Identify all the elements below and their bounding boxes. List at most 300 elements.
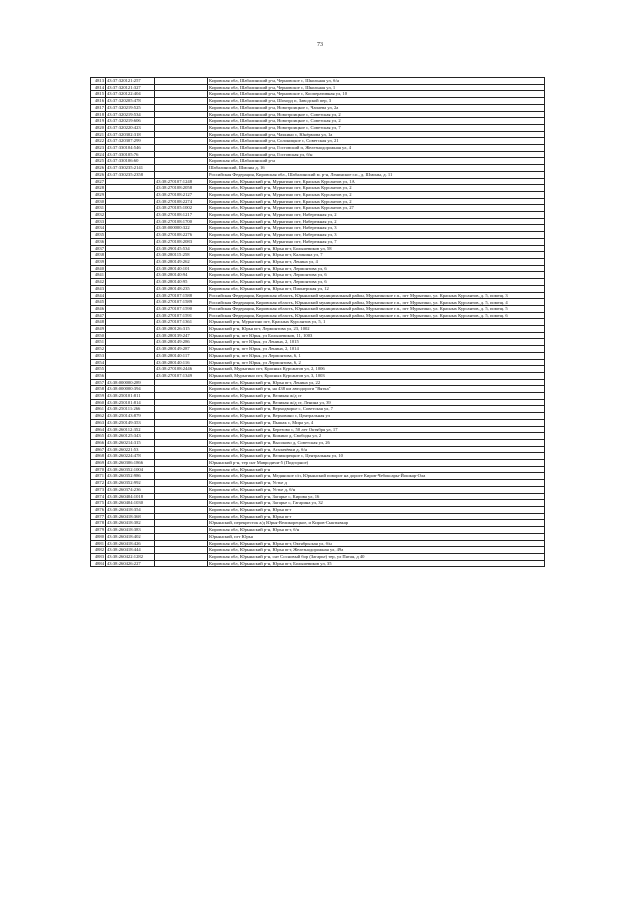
address: Юрьянский р-н, пгт Юрья, ул Ленина, 2, 1015 — [208, 339, 545, 346]
cadastral-number-building: 43:38:260418:354 — [106, 507, 155, 514]
cadastral-number-building: 43:38:260418:444 — [106, 547, 155, 554]
row-number: 4814 — [91, 84, 106, 91]
table-row — [91, 185, 545, 192]
row-number: 4842 — [91, 279, 106, 286]
cadastral-number-premises: 43:38:280140:117 — [155, 352, 208, 359]
cadastral-number-building: 43:37:320121:257 — [106, 78, 155, 85]
row-number: 4840 — [91, 265, 106, 272]
cadastral-number-premises — [155, 540, 208, 547]
cadastral-number-building: 43:37:320302:318 — [106, 131, 155, 138]
cadastral-number-premises — [155, 560, 208, 567]
cadastral-number-premises: 43:38:270108:2274 — [155, 198, 208, 205]
address: Кировская обл, Юрьянский р-н, Юрья пгт, Ленина ул, 4 — [208, 258, 545, 265]
table-row — [91, 279, 545, 286]
address: Кировская обл, Юрьянский р-н, Высоково д, Советская ул, 26 — [208, 439, 545, 446]
row-number: 4838 — [91, 252, 106, 259]
table-row — [91, 379, 545, 386]
table-row — [91, 145, 545, 152]
cadastral-number-premises: 43:38:280140:94 — [155, 272, 208, 279]
cadastral-number-premises: 43:38:270107:1248 — [155, 178, 208, 185]
cadastral-number-building — [106, 265, 155, 272]
row-number: 4825 — [91, 158, 106, 165]
address: Кировская обл, Юрьянский р-н, Юрья пгт, Октябрьская ул, б/н — [208, 540, 545, 547]
address: Кировская обл, Юрьянский р-н, Великая ж/д ст — [208, 393, 545, 400]
row-number: 4822 — [91, 138, 106, 145]
cadastral-number-building — [106, 191, 155, 198]
cadastral-number-premises — [155, 131, 208, 138]
row-number: 4881 — [91, 540, 106, 547]
address: Кировская обл, Юрьянский р-н, Юрья пгт, Калинина ул, 7 — [208, 252, 545, 259]
table-row — [91, 393, 545, 400]
cadastral-number-premises: 43:38:280149:286 — [155, 339, 208, 346]
row-number: 4824 — [91, 151, 106, 158]
row-number: 4826 — [91, 171, 106, 178]
address: Кировская обл, Юрьянский р-н, Мурыгино пгт, Набережная ул, 2 — [208, 218, 545, 225]
row-number: 4868 — [91, 453, 106, 460]
table-row — [91, 453, 545, 460]
cadastral-number-premises — [155, 433, 208, 440]
cadastral-number-premises: 43:38:270108:2446 — [155, 366, 208, 373]
address: Кировская обл, Шабалинский р-н, Черновское с, Кооперативная ул, 10 — [208, 91, 545, 98]
cadastral-number-building: 43:38:260352:986 — [106, 473, 155, 480]
table-row — [91, 406, 545, 413]
cadastral-register-table — [90, 77, 545, 567]
cadastral-number-building: 43:37:320219:525 — [106, 104, 155, 111]
cadastral-number-building: 43:38:260404:1018 — [106, 493, 155, 500]
cadastral-number-building: 43:37:330235:2141 — [106, 165, 155, 172]
table-row — [91, 292, 545, 299]
cadastral-number-premises: 43:38:280126:315 — [155, 326, 208, 333]
table-row — [91, 500, 545, 507]
cadastral-number-building: 43:37:320121:327 — [106, 84, 155, 91]
address: Кировская обл, Юрьянский р-н, Юрья пгт, Лермонтова ул, 6 — [208, 279, 545, 286]
table-row — [91, 218, 545, 225]
cadastral-number-building: 43:38:260352:992 — [106, 480, 155, 487]
table-row — [91, 232, 545, 239]
cadastral-number-building: 43:37:330105:76 — [106, 151, 155, 158]
address: Юрьянский р-н, пгт Юрья, ул Большевиков, 11, 1003 — [208, 332, 545, 339]
cadastral-number-premises: 43:38:280149:287 — [155, 346, 208, 353]
row-number: 4874 — [91, 493, 106, 500]
address: Юрьянский р-н, пгт Юрья, ул Ленина, 2, 1014 — [208, 346, 545, 353]
table-row — [91, 198, 545, 205]
row-number: 4853 — [91, 352, 106, 359]
cadastral-number-building — [106, 305, 155, 312]
row-number: 4857 — [91, 379, 106, 386]
address: Кировская обл, Юрьянский р-н, Загарье с, Гагарина ул, 32 — [208, 500, 545, 507]
row-number: 4852 — [91, 346, 106, 353]
cadastral-number-building — [106, 292, 155, 299]
table-row — [91, 319, 545, 326]
cadastral-number-building: 43:38:260125:343 — [106, 433, 155, 440]
cadastral-number-building: 43:38:260418:368 — [106, 513, 155, 520]
register-rows — [91, 78, 545, 567]
row-number: 4815 — [91, 91, 106, 98]
address: Кировская обл, Шабалинский р-н, Черновское с, Школьная ул, б/н — [208, 78, 545, 85]
table-row — [91, 131, 545, 138]
address: Российская Федерация, Кировская область, Юрьянский муниципальный район, Мурыгинское г.п., пгт Мурыгино, ул. Красных Курсантов, д. 5, помещ. 3 — [208, 292, 545, 299]
cadastral-number-building: 43:38:260418:383 — [106, 527, 155, 534]
cadastral-number-building: 43:38:260221:53 — [106, 446, 155, 453]
table-row — [91, 245, 545, 252]
cadastral-number-premises: 43:38:280140:101 — [155, 265, 208, 272]
address: Кировская обл, Юрьянский р-н, Великорецкое с, Центральная ул, 10 — [208, 453, 545, 460]
cadastral-number-building — [106, 272, 155, 279]
address: Кировская обл, Юрьянский р-н, Кожино д, Свободы ул, 2 — [208, 433, 545, 440]
row-number: 4854 — [91, 359, 106, 366]
cadastral-number-building: 43:38:260422:1282 — [106, 553, 155, 560]
cadastral-number-premises — [155, 439, 208, 446]
cadastral-number-building: 43:38:250111:266 — [106, 406, 155, 413]
cadastral-number-building: 43:38:000000:394 — [106, 386, 155, 393]
row-number: 4867 — [91, 446, 106, 453]
table-row — [91, 513, 545, 520]
table-row — [91, 285, 545, 292]
row-number: 4859 — [91, 393, 106, 400]
row-number: 4828 — [91, 185, 106, 192]
row-number: 4862 — [91, 413, 106, 420]
table-row — [91, 225, 545, 232]
table-row — [91, 439, 545, 446]
table-row — [91, 91, 545, 98]
address: Кировская обл, Юрьянский р-н, Мурыгино пгт, Красных Курсантов ул, 2 — [208, 185, 545, 192]
cadastral-number-premises — [155, 84, 208, 91]
cadastral-number-premises — [155, 493, 208, 500]
row-number: 4826 — [91, 165, 106, 172]
cadastral-number-premises — [155, 406, 208, 413]
row-number: 4872 — [91, 480, 106, 487]
cadastral-number-building — [106, 198, 155, 205]
address: Кировская обл, Юрьянский р-н, Юрья пгт, Большевиков ул, 35 — [208, 560, 545, 567]
cadastral-number-premises: 43:38:270107:1589 — [155, 299, 208, 306]
row-number: 4834 — [91, 225, 106, 232]
table-row — [91, 339, 545, 346]
cadastral-number-building — [106, 245, 155, 252]
cadastral-number-building: 43:38:260306:1866 — [106, 460, 155, 467]
table-row — [91, 426, 545, 433]
cadastral-number-premises — [155, 419, 208, 426]
row-number: 4823 — [91, 145, 106, 152]
row-number: 4845 — [91, 299, 106, 306]
row-number: 4865 — [91, 433, 106, 440]
cadastral-number-premises — [155, 91, 208, 98]
cadastral-number-building — [106, 252, 155, 259]
cadastral-number-building: 43:37:320307:299 — [106, 138, 155, 145]
row-number: 4876 — [91, 507, 106, 514]
cadastral-number-building — [106, 238, 155, 245]
cadastral-number-premises — [155, 124, 208, 131]
row-number: 4816 — [91, 98, 106, 105]
row-number: 4841 — [91, 272, 106, 279]
row-number: 4844 — [91, 292, 106, 299]
address: Кировская обл, Шабалинский р-н, Новотроицкое с, Советская ул, 7 — [208, 124, 545, 131]
cadastral-number-building: 43:38:260418:426 — [106, 540, 155, 547]
cadastral-number-premises: 43:38:280139:247 — [155, 332, 208, 339]
cadastral-number-building: 43:37:320219:534 — [106, 111, 155, 118]
cadastral-number-premises — [155, 158, 208, 165]
row-number: 4855 — [91, 366, 106, 373]
table-row — [91, 151, 545, 158]
table-row — [91, 560, 545, 567]
address: Российская Федерация, Кировская обл., Шабалинский м. р-н, Ленинское г.п., д. Шмоны, д. 11 — [208, 171, 545, 178]
cadastral-number-premises — [155, 145, 208, 152]
cadastral-number-premises: 43:38:280149:262 — [155, 258, 208, 265]
row-number: 4873 — [91, 486, 106, 493]
row-number: 4858 — [91, 386, 106, 393]
cadastral-number-premises: 43:38:270107:1361 — [155, 319, 208, 326]
table-row — [91, 520, 545, 527]
row-number: 4861 — [91, 406, 106, 413]
address: Кировская обл, Юрьянский р-н, Мурыгино пгт, Красных Курсантов ул, 1А — [208, 178, 545, 185]
cadastral-number-premises: 43:38:000000:322 — [155, 225, 208, 232]
address: Кировская обл, Юрьянский р-н, Верховино с, Центральная ул — [208, 413, 545, 420]
table-row — [91, 258, 545, 265]
cadastral-number-building: 43:37:330235:2358 — [106, 171, 155, 178]
cadastral-number-building: 43:37:320122:404 — [106, 91, 155, 98]
cadastral-number-premises: 43:38:270107:1588 — [155, 292, 208, 299]
table-row — [91, 205, 545, 212]
cadastral-number-premises — [155, 520, 208, 527]
cadastral-number-building: 43:38:260404:1030 — [106, 500, 155, 507]
row-number: 4843 — [91, 285, 106, 292]
cadastral-number-building: 43:38:260352:1004 — [106, 466, 155, 473]
cadastral-number-premises — [155, 473, 208, 480]
cadastral-number-premises: 43:38:270108:2058 — [155, 185, 208, 192]
cadastral-number-premises: 43:38:270108:1700 — [155, 218, 208, 225]
cadastral-number-building: 43:38:260426:227 — [106, 560, 155, 567]
address: Кировская обл, Юрьянский р-н, Устье д — [208, 480, 545, 487]
row-number: 4856 — [91, 372, 106, 379]
table-row — [91, 346, 545, 353]
cadastral-number-building: 43:38:250149:353 — [106, 419, 155, 426]
cadastral-number-building: 43:38:250143:879 — [106, 413, 155, 420]
row-number: 4850 — [91, 332, 106, 339]
cadastral-number-premises: 43:38:270107:1591 — [155, 312, 208, 319]
row-number: 4849 — [91, 326, 106, 333]
table-row — [91, 493, 545, 500]
row-number: 4831 — [91, 205, 106, 212]
row-number: 4837 — [91, 245, 106, 252]
cadastral-number-building — [106, 279, 155, 286]
address: Кировская обл, Юрьянский р-н, Юрья пгт, Лермонтова ул, 6 — [208, 265, 545, 272]
address: Кировская обл, Юрьянский р-н, Мурыгино пгт, Набережная ул, 7 — [208, 238, 545, 245]
cadastral-number-premises — [155, 513, 208, 520]
cadastral-number-building: 43:37:330104:546 — [106, 145, 155, 152]
address: Шабалинский, Шмоны д, 16 — [208, 165, 545, 172]
row-number: 4836 — [91, 238, 106, 245]
table-row — [91, 78, 545, 85]
cadastral-number-premises — [155, 111, 208, 118]
address: Юрьянский р-н, тер снт Мавродичи-5 (Подгорное) — [208, 460, 545, 467]
cadastral-number-premises — [155, 466, 208, 473]
cadastral-number-premises: 43:38:270107:1590 — [155, 305, 208, 312]
cadastral-number-premises — [155, 171, 208, 178]
address: Юрьянский р-н, пгт Юрья, ул Лермонтова, 6, 2 — [208, 359, 545, 366]
cadastral-number-premises — [155, 500, 208, 507]
cadastral-number-building — [106, 178, 155, 185]
cadastral-number-building: 43:38:260418:382 — [106, 520, 155, 527]
table-row — [91, 480, 545, 487]
cadastral-number-premises — [155, 453, 208, 460]
cadastral-number-building — [106, 205, 155, 212]
address: Кировская обл, Юрьянский р-н, Юрья пгт, б/н — [208, 527, 545, 534]
cadastral-number-premises — [155, 399, 208, 406]
table-row — [91, 372, 545, 379]
row-number: 4871 — [91, 473, 106, 480]
table-row — [91, 359, 545, 366]
address: Юрьянский, пгт Юрья — [208, 533, 545, 540]
table-row — [91, 473, 545, 480]
table-row — [91, 305, 545, 312]
table-row — [91, 118, 545, 125]
cadastral-number-building — [106, 319, 155, 326]
row-number: 4846 — [91, 305, 106, 312]
table-row — [91, 386, 545, 393]
table-row — [91, 178, 545, 185]
cadastral-number-premises — [155, 460, 208, 467]
table-row — [91, 540, 545, 547]
row-number: 4821 — [91, 131, 106, 138]
cadastral-number-premises — [155, 533, 208, 540]
cadastral-number-building — [106, 185, 155, 192]
cadastral-number-building — [106, 218, 155, 225]
table-row — [91, 124, 545, 131]
table-row — [91, 299, 545, 306]
cadastral-number-premises — [155, 446, 208, 453]
table-row — [91, 265, 545, 272]
address: Кировская обл, Юрьянский р-н, Загарье с, Кирова ул, 16 — [208, 493, 545, 500]
cadastral-number-premises — [155, 104, 208, 111]
cadastral-number-building — [106, 225, 155, 232]
cadastral-number-building — [106, 332, 155, 339]
cadastral-number-premises: 43:38:270108:2083 — [155, 238, 208, 245]
address: Юрьянский р-н, Юрья пгт, Лермонтова ул, 23, 1002 — [208, 326, 545, 333]
address: Кировская обл, Шабалинский р-н, Гостовский п, Железнодорожная ул, 4 — [208, 145, 545, 152]
cadastral-number-premises: 43:38:270107:1349 — [155, 372, 208, 379]
address: Кировская обл, Юрьянский р-н, Юрья пгт — [208, 513, 545, 520]
address: Кировская обл, Шабалинский р-н, Черновское с, Школьная ул, 1 — [208, 84, 545, 91]
cadastral-number-building: 43:37:320220:423 — [106, 124, 155, 131]
address: Кировская обл, Юрьянский р-н, снт Сосновый бор (Загарье) тер, ул Пятая, д 40 — [208, 553, 545, 560]
row-number: 4830 — [91, 198, 106, 205]
cadastral-number-building — [106, 232, 155, 239]
address: Кировская обл, Юрьянский р-н, Агалачёвки д, б/н — [208, 446, 545, 453]
page-number: 73 — [317, 42, 323, 48]
row-number: 4879 — [91, 527, 106, 534]
row-number: 4864 — [91, 426, 106, 433]
cadastral-number-building: 43:37:320205:478 — [106, 98, 155, 105]
address: Кировская обл, Юрьянский р-н, Юрья пгт, Ленина ул, 22 — [208, 379, 545, 386]
table-row — [91, 413, 545, 420]
cadastral-number-building: 43:38:000000:289 — [106, 379, 155, 386]
cadastral-number-premises: 43:38:270108:2127 — [155, 191, 208, 198]
cadastral-number-building — [106, 326, 155, 333]
row-number: 4829 — [91, 191, 106, 198]
cadastral-number-building — [106, 359, 155, 366]
row-number: 4870 — [91, 466, 106, 473]
cadastral-number-premises: 43:38:270108:1217 — [155, 212, 208, 219]
table-row — [91, 84, 545, 91]
cadastral-number-premises — [155, 138, 208, 145]
cadastral-number-premises — [155, 151, 208, 158]
address: Кировская обл, Юрьянский р-н, Березово с, 50 лет Октября ул, 17 — [208, 426, 545, 433]
address: Юрьянский, Мурыгино пгт, Красных Курсантов ул, 3, 1003 — [208, 372, 545, 379]
table-row — [91, 433, 545, 440]
cadastral-number-premises — [155, 379, 208, 386]
address: Кировская обл, Шабалинский р-н, Гостовская ул, б/н — [208, 151, 545, 158]
cadastral-number-building — [106, 372, 155, 379]
address: Кировская обл, Шабалинский р-н, Новотроицкое с, Советская ул, 2 — [208, 118, 545, 125]
table-row — [91, 419, 545, 426]
table-row — [91, 212, 545, 219]
address: Кировская обл, Юрьянский р-н, Мурыгино пгт, Красных Курсантов ул, 2 — [208, 191, 545, 198]
row-number: 4878 — [91, 520, 106, 527]
cadastral-number-premises — [155, 553, 208, 560]
address: Юрьянский р-н, пгт Юрья, ул Лермонтова, 6, 1 — [208, 352, 545, 359]
address: Кировская обл, Юрьянский р-н, Мурыгино пгт, Красных Курсантов ул, 27 — [208, 205, 545, 212]
row-number: 4847 — [91, 312, 106, 319]
address: Кировская обл, Юрьянский р-н, Юрья пгт, Железнодорожная ул, 49а — [208, 547, 545, 554]
address: Кировская обл, Шабалинский р-н, Солоницкое с, Советская ул, 21 — [208, 138, 545, 145]
cadastral-number-building: 43:38:260374:236 — [106, 486, 155, 493]
row-number: 4869 — [91, 460, 106, 467]
cadastral-number-premises — [155, 98, 208, 105]
cadastral-number-premises — [155, 386, 208, 393]
row-number: 4866 — [91, 439, 106, 446]
address: Юрьянский, перекресток а/д Юрья-Великорецкое, и Киров-Сыктывкар — [208, 520, 545, 527]
table-row — [91, 98, 545, 105]
cadastral-number-building: 43:38:260224:478 — [106, 453, 155, 460]
address: Кировская обл, Юрьянский р-н, Мурыгино пгт, Набережная ул, 3 — [208, 225, 545, 232]
row-number: 4884 — [91, 560, 106, 567]
address: Кировская обл, Юрьянский р-н, Мурыгино пгт, Красных Курсантов ул, 2 — [208, 198, 545, 205]
address: Кировская обл, Юрьянский р-н, Верходворье с, Советская ул, 7 — [208, 406, 545, 413]
cadastral-number-premises: 43:38:270105:1002 — [155, 205, 208, 212]
address: Кировская обл, Юрьянский р-н, Пышак с, Мира ул, 4 — [208, 419, 545, 426]
address: Кировская обл, Юрьянский р-н, Мурыгино пгт, Набережная ул, 2 — [208, 212, 545, 219]
table-row — [91, 158, 545, 165]
table-row — [91, 446, 545, 453]
address: Кировская обл, Юрьянский р-н, Медянское с/п, Юрьянский поворот на дороге Киров-Чебоксары-Йошкар-Ола — [208, 473, 545, 480]
cadastral-number-premises: 43:38:290145:534 — [155, 245, 208, 252]
table-row — [91, 171, 545, 178]
cadastral-number-premises — [155, 480, 208, 487]
address: Кировская обл, Шабалинский р-н, Шохорд п, Заводской пер, 3 — [208, 98, 545, 105]
row-number: 4880 — [91, 533, 106, 540]
table-row — [91, 527, 545, 534]
cadastral-number-premises — [155, 486, 208, 493]
address: Российская Федерация, Кировская область, Юрьянский муниципальный район, Мурыгинское г.п., пгт Мурыгино, ул. Красных Курсантов, д. 5, помещ. 6 — [208, 312, 545, 319]
row-number: 4875 — [91, 500, 106, 507]
row-number: 4882 — [91, 547, 106, 554]
cadastral-number-premises: 43:38:280115:258 — [155, 252, 208, 259]
cadastral-number-building — [106, 366, 155, 373]
address: Кировская обл, Юрьянский р-н, Юрья пгт, Большевиков ул, 58 — [208, 245, 545, 252]
table-row — [91, 466, 545, 473]
table-row — [91, 352, 545, 359]
cadastral-number-building — [106, 352, 155, 359]
address: Юрьянский, Мурыгино пгт, Красных Курсантов ул, 2, 1006 — [208, 366, 545, 373]
table-row — [91, 104, 545, 111]
cadastral-number-premises — [155, 165, 208, 172]
address: Кировская обл, Юрьянский р-н, Юрья пгт — [208, 507, 545, 514]
cadastral-number-premises — [155, 118, 208, 125]
row-number: 4877 — [91, 513, 106, 520]
address: Кировская обл, Юрьянский р-н — [208, 466, 545, 473]
table-row — [91, 326, 545, 333]
table-row — [91, 547, 545, 554]
row-number: 4819 — [91, 118, 106, 125]
